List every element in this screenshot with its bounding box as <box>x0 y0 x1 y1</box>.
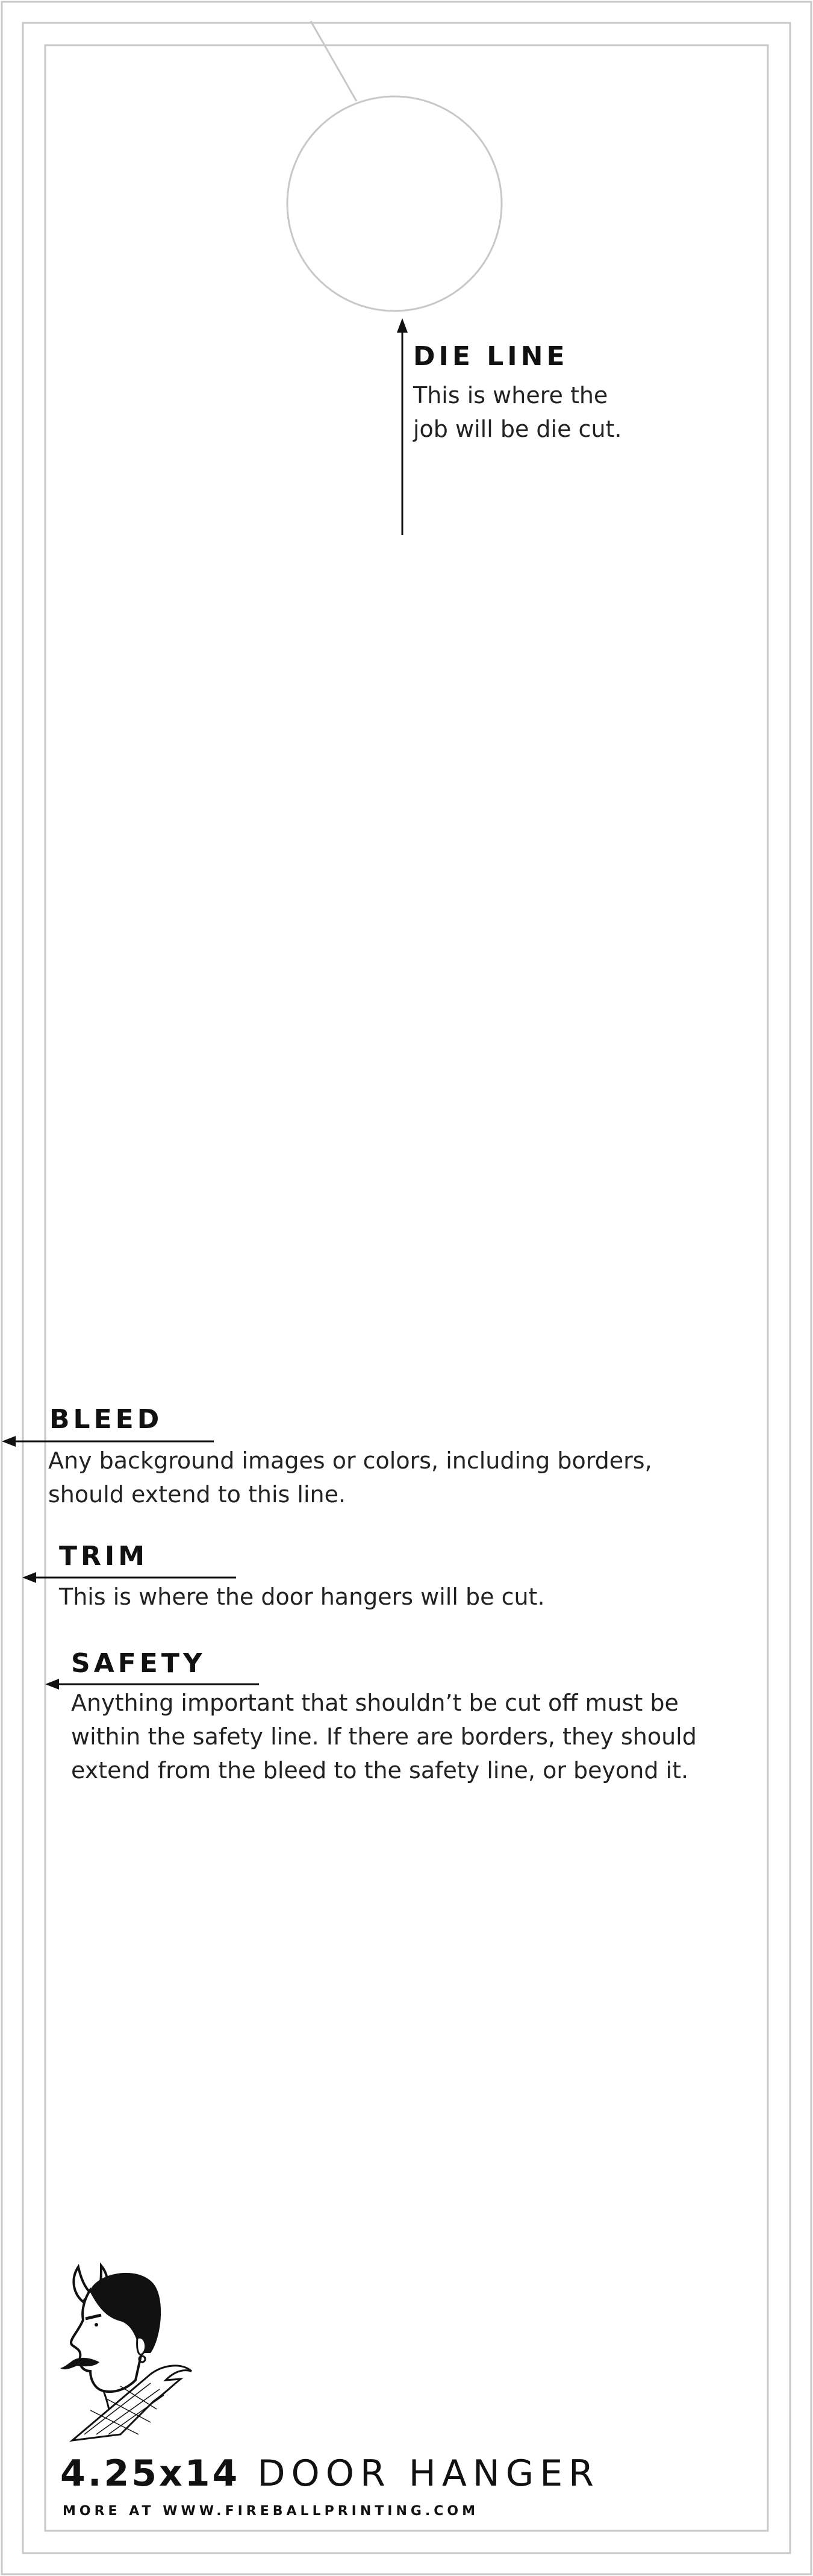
trim-arrow-head <box>22 1572 36 1583</box>
die-cut-slit <box>311 21 357 101</box>
bleed-description-line: should extend to this line. <box>48 1481 346 1508</box>
die-line-description <box>413 378 666 446</box>
trim-title: TRIM <box>59 1541 149 1572</box>
product-size: 4.25x14 <box>60 2452 240 2495</box>
safety-description <box>71 1686 764 1787</box>
safety-title: SAFETY <box>71 1648 206 1679</box>
trim-description-line: This is where the door hangers will be cut. <box>59 1584 545 1610</box>
product-title <box>60 2452 600 2495</box>
die-line-title: DIE LINE <box>413 341 568 372</box>
safety-description-line: Anything important that shouldn’t be cut off must be <box>71 1690 679 1716</box>
trim-line <box>23 23 790 2553</box>
bleed-line <box>2 2 811 2574</box>
safety-arrow-head <box>45 1679 59 1690</box>
trim-description <box>59 1580 752 1614</box>
website-link[interactable]: MORE AT WWW.FIREBALLPRINTING.COM <box>63 2504 479 2519</box>
die-line-description-line: This is where the <box>413 382 608 409</box>
die-cut-hole <box>287 96 502 311</box>
die-line-description-line: job will be die cut. <box>413 416 622 442</box>
die-line-arrow-head <box>397 318 408 333</box>
bleed-description-line: Any background images or colors, including borders, <box>48 1447 652 1474</box>
bleed-description <box>48 1444 771 1511</box>
safety-description-line: extend from the bleed to the safety line, or beyond it. <box>71 1757 689 1784</box>
product-name: DOOR HANGER <box>257 2452 600 2495</box>
devil-profile-illustration <box>60 2266 192 2440</box>
safety-description-line: within the safety line. If there are borders, they should <box>71 1723 697 1750</box>
bleed-arrow-head <box>2 1436 16 1447</box>
bleed-title: BLEED <box>49 1404 163 1435</box>
